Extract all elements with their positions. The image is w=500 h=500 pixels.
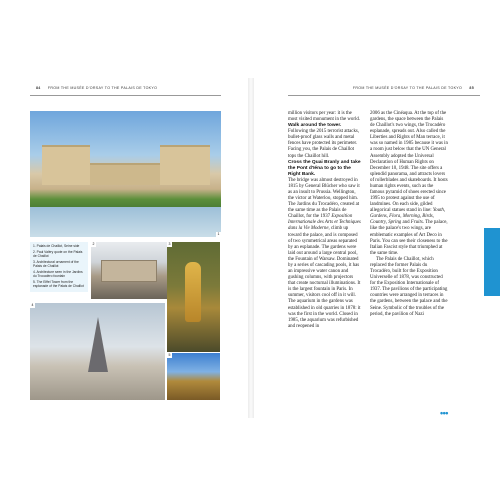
photo-golden-statue-sky xyxy=(167,353,220,400)
photo-number-2: 2 xyxy=(92,242,95,246)
col2-paragraph-1 xyxy=(370,111,448,257)
col1-p3-exposition-title: Exposition Internationale des Arts et Techniques dans la Vie Moderne xyxy=(288,214,361,232)
caption-5: 5. The Eiffel Tower from the esplanade of the Palais de Chaillot xyxy=(33,280,84,289)
photo-eiffel-tower-esplanade xyxy=(30,303,165,400)
photo-number-3: 3 xyxy=(168,242,171,246)
photo-gilded-statue xyxy=(167,242,220,352)
left-running-head xyxy=(30,86,157,95)
photo-relief-panel xyxy=(101,260,157,282)
left-header-rule xyxy=(30,95,221,96)
photo-relief xyxy=(91,242,167,299)
right-running-title: FROM THE MUSÉE D'ORSAY TO THE PALAIS DE TOKYO xyxy=(352,86,463,90)
page-gutter xyxy=(248,78,254,418)
photo-building-right xyxy=(160,145,210,185)
col1-heading-walk: Walk around the tower. xyxy=(288,123,342,129)
right-header-rule xyxy=(288,95,480,96)
body-column-1 xyxy=(288,111,361,330)
col2-p1-and: and xyxy=(401,220,411,226)
photo-fountain-water xyxy=(30,207,221,237)
col2-p1-fruits: Fruits xyxy=(410,220,423,226)
photo-eiffel-tower xyxy=(88,317,108,372)
right-page-number: 85 xyxy=(469,86,474,90)
body-column-2 xyxy=(370,111,448,318)
col2-p1-end: . The palace, like the palace's two wings, are emblematic examples of Art Deco in Paris. You can see their closeness to the Italian Fascist style that triumphed at the same time. xyxy=(370,220,448,256)
caption-3: 3. Architectural ornament of the Palais de Chaillot xyxy=(33,259,79,269)
col1-paragraph-2: Following the 2015 terrorist attacks, bullet-proof glass walls and metal fences have protected its perimeter. Facing you, the Palais de Chaillot tops the Chaillot hill. xyxy=(288,129,360,159)
photo-number-4: 4 xyxy=(31,303,34,307)
col2-p1-start: 2006 as the Cinéaqua. At the top of the gardens, the space between the Palais de Chaillot's two wings, the Trocadéro esplanade, spreads out. Also called the Liberties and Rights of Man terrace, it was so named in 1985 because it was in a room just below that the UN General Assembly adopted the Universal Declaration of Human Rights on December 10, 1948. The site offers a splendid panorama, and attracts lovers of rollerblades and skateboards. It hosts human rights events, such as the famous pyramid of shoes erected since 1995 to protest against the use of landmines. On each side, gilded allegorical statues stand in line: xyxy=(370,111,448,214)
left-running-title: FROM THE MUSÉE D'ORSAY TO THE PALAIS DE TOKYO xyxy=(47,86,158,90)
left-page-number: 84 xyxy=(36,86,41,90)
caption-1: 1. Palais de Chaillot, Seine side xyxy=(33,244,80,248)
col1-p3-start: The bridge was almost destroyed in 1815 by General Blücher who saw it as an insult to Prussia. Wellington, the victor at Waterloo, stopped him. The Jardins du Trocadéro, created at the same time as the Palais de Chaillot, for the 1937 xyxy=(288,177,360,220)
continuation-marker: ••• xyxy=(440,408,448,418)
chapter-tab xyxy=(484,228,500,296)
photo-number-1: 1 xyxy=(217,232,220,236)
col1-heading-cross: Cross the Quai Branly and take the Pont d'Iéna to go to the Right Bank. xyxy=(288,159,361,177)
right-running-head xyxy=(353,86,480,95)
caption-4: 4. Architecture seen in the Jardins du Trocadéro fountain xyxy=(33,269,83,279)
photo-palais-de-chaillot xyxy=(30,111,221,237)
col2-paragraph-2: The Palais de Chaillot, which replaced the former Palais du Trocadéro, built for the Exposition Universelle of 1878, was constructed for the Exposition Internationale of 1937. The pavilions of the participating countries were arranged in terraces in the gardens, between the palace and the Seine. Symbolic of the troubles of the period, the pavilion of Nazi xyxy=(370,256,448,317)
col1-paragraph-1: million visitors per year: it is the most visited monument in the world. xyxy=(288,111,360,123)
photo-statue-figure xyxy=(185,262,201,322)
col1-p3-end: , climb up toward the palace, and is composed of two symmetrical areas separated by an esplanade. The gardens were laid out around a large central pool, the Fountain of Warsaw. Dominated by a series of cascading pools, it has an impressive water canon and gushing columns, with projectors that create nocturnal illuminations. It is the largest fountain in Paris. In summer, visitors cool off in it will. The aquarium in the gardens was established in old quarries in 1878: it was the first in the world. Closed in 1985, the aquarium was refurbished and reopened in xyxy=(288,226,361,329)
col2-p1-statues: Youth, Gardens, Flora, Morning, Birds, Country, Spring xyxy=(370,208,446,226)
caption-2: 2. Paul Valéry quote on the Palais de Chaillot xyxy=(33,249,83,259)
photo-building-center xyxy=(90,163,160,185)
photo-captions xyxy=(30,242,88,292)
col1-paragraph-3 xyxy=(288,178,361,330)
photo-number-5: 5 xyxy=(168,353,171,357)
photo-building-left xyxy=(42,145,90,185)
